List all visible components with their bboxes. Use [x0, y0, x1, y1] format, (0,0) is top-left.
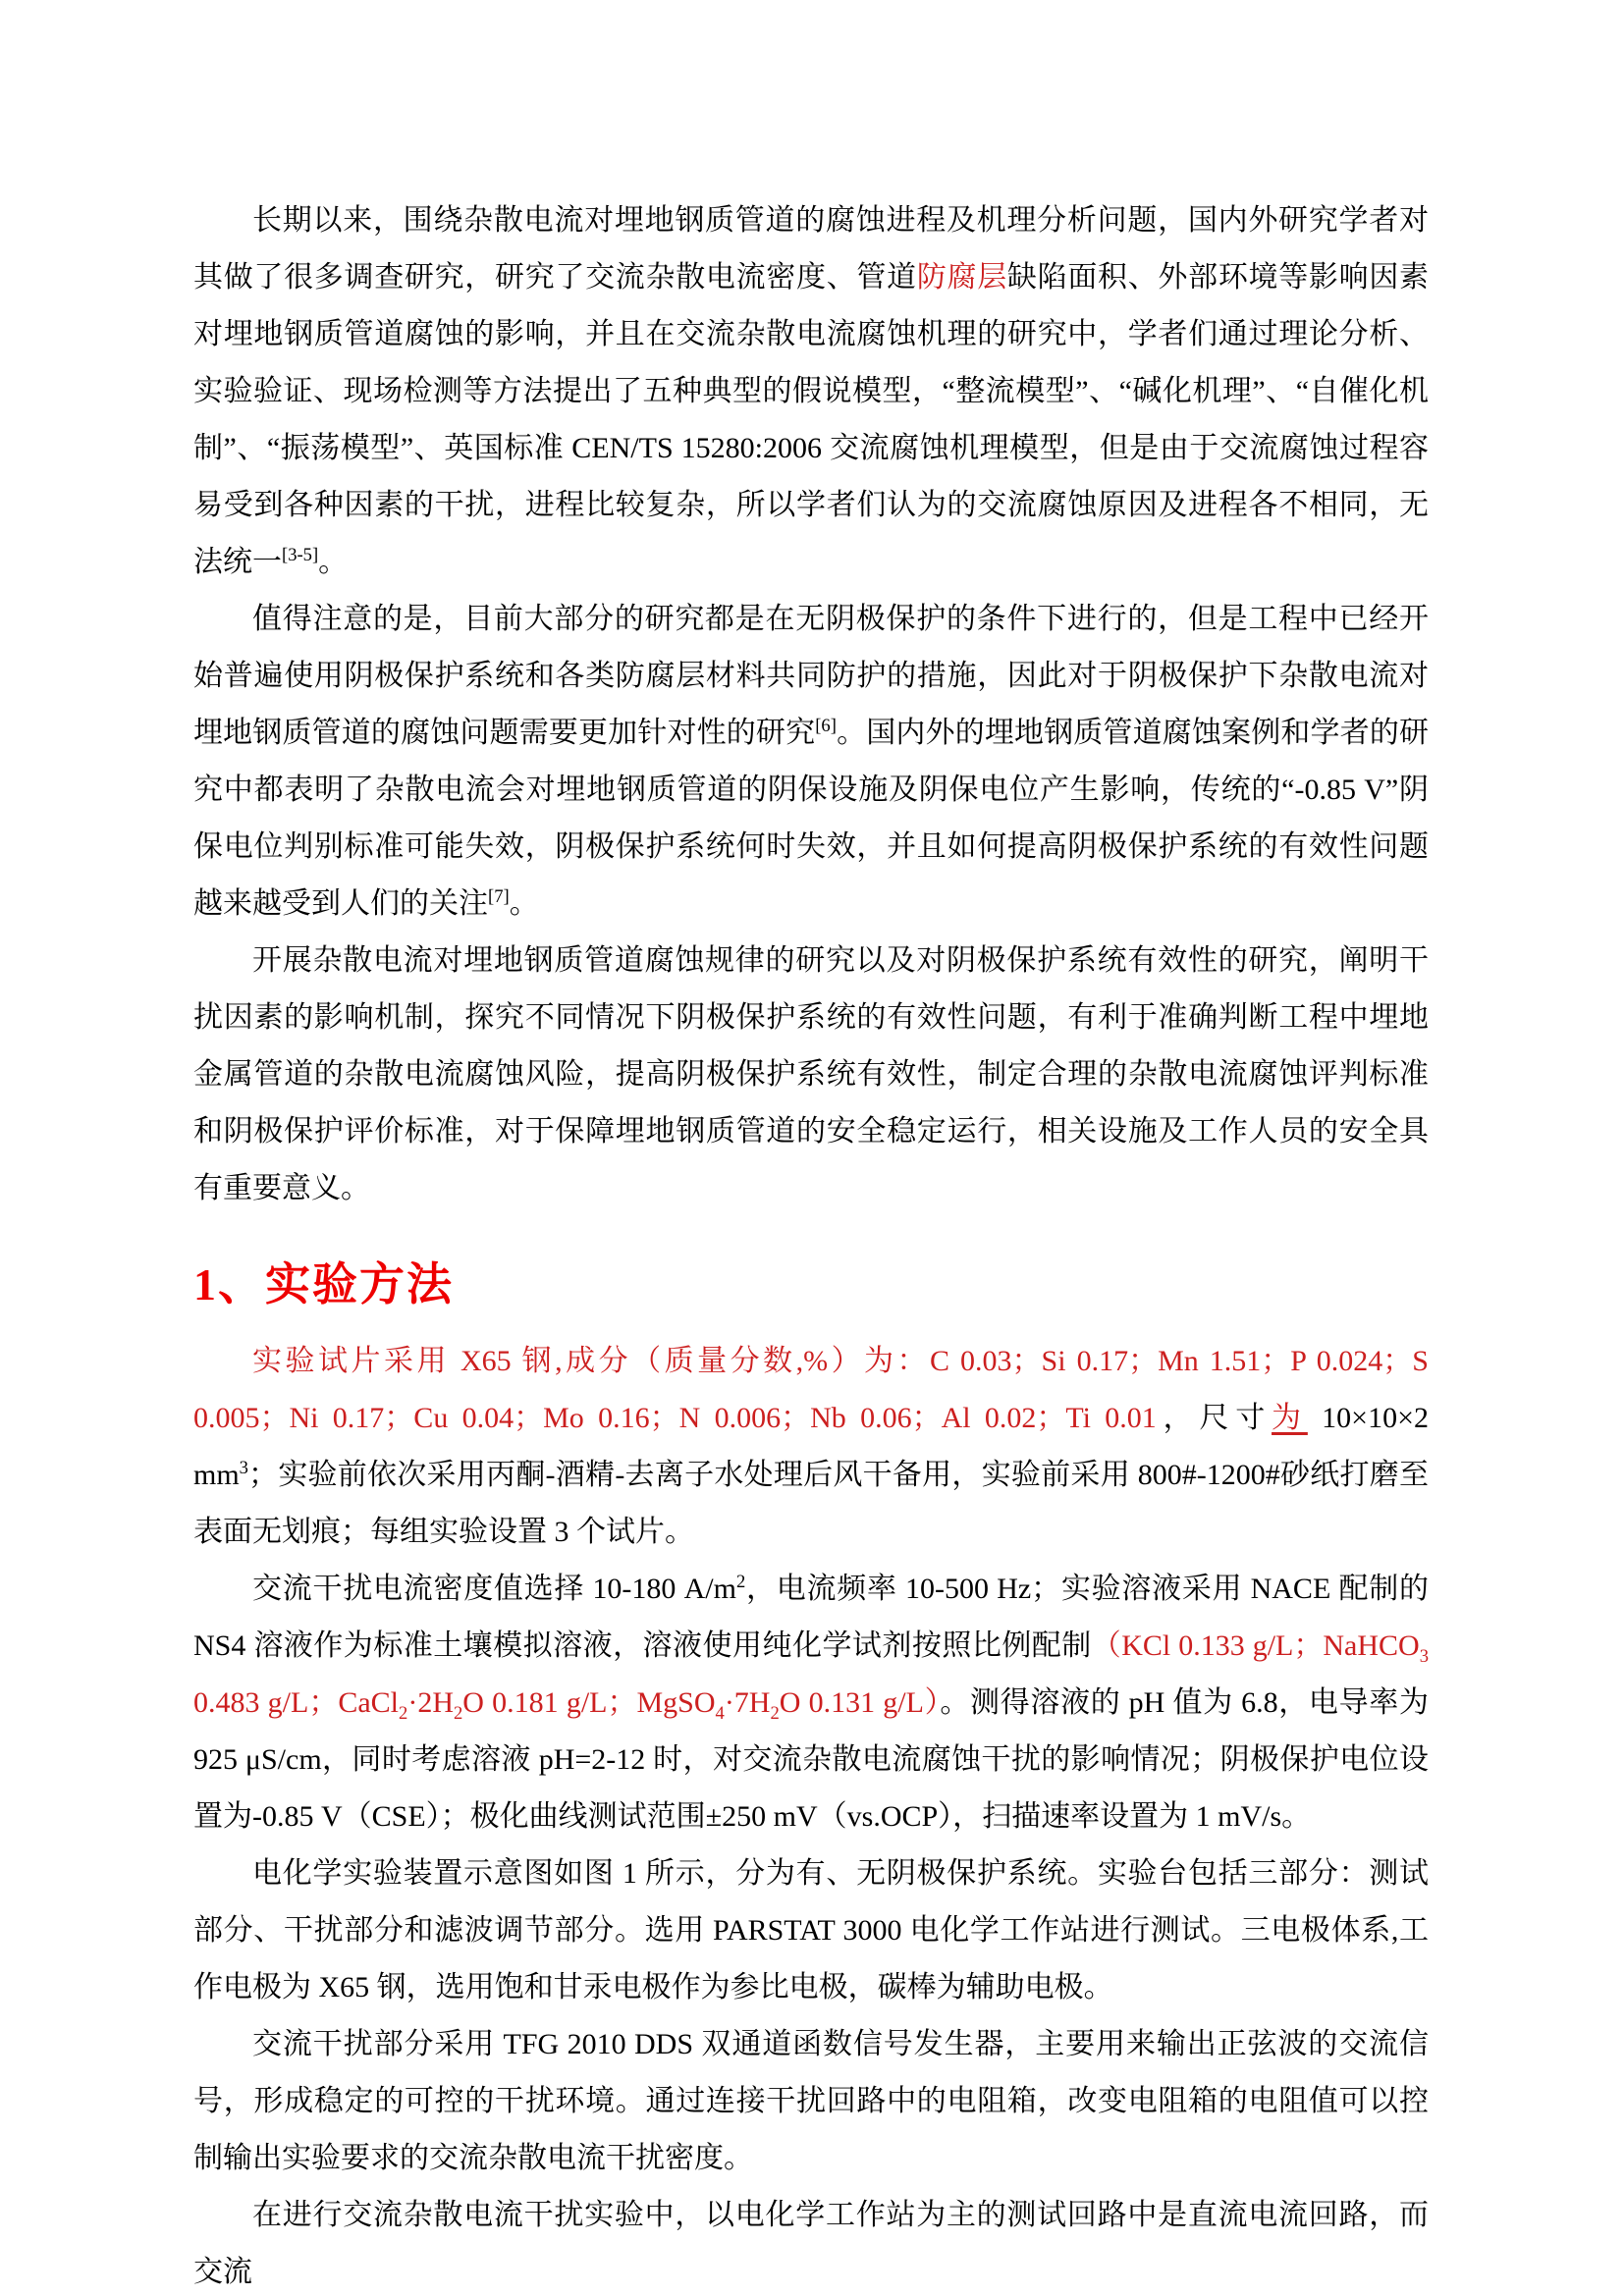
paragraph-apparatus: [193, 1845, 1429, 2016]
red-text-run: 防腐层: [916, 261, 1007, 294]
text-run: 缺陷面积、外部环境等影响因素对埋地钢质管道腐蚀的影响，并且在交流杂散电流腐蚀机理的研究中，学者们通过理论分析、实验验证、现场检测等方法提出了五种典型的假说模型，“整流模型”、“碱化机理”、“自催化机制”、“振荡模型”、英国标准 CEN/TS 15280:2006 交流腐蚀机理模型，但是由于交流腐蚀过程容易受到各种因素的干扰，进程比较复杂，所以学者们认为的交流腐蚀原因及进程各不相同，无法统一: [193, 261, 1430, 578]
red-text-run: 为: [1272, 1402, 1308, 1434]
paragraph-solution: [193, 1561, 1429, 1845]
text-run: 长期以来，围绕杂散电流对埋地钢质管道的腐蚀进程及机理分析问题，国内外研究学者对其做了很多调查研究，研究了交流杂散电流密度、管道: [193, 204, 1429, 294]
subscript-run: 2: [399, 1703, 408, 1724]
subscript-run: 3: [1419, 1646, 1429, 1667]
text-run: 交流干扰部分采用 TFG 2010 DDS 双通道函数信号发生器，主要用来输出正弦波的交流信号，形成稳定的可控的干扰环境。通过连接干扰回路中的电阻箱，改变电阻箱的电阻值可以控制输出实验要求的交流杂散电流干扰密度。: [193, 2028, 1429, 2174]
superscript-run: [3-5]: [282, 545, 319, 565]
superscript-run: 2: [735, 1572, 746, 1592]
paragraph-circuit: [193, 2187, 1429, 2296]
paragraph-signal-generator: [193, 2016, 1429, 2187]
red-text-run: ·7H: [724, 1686, 771, 1719]
text-run: 。国内外的埋地钢质管道腐蚀案例和学者的研究中都表明了杂散电流会对埋地钢质管道的阴保设施及阴保电位产生影响，传统的“-0.85 V”阴保电位判别标准可能失效，阴极保护系统何时失效，并且如何提高阴极保护系统的有效性问题越来越受到人们的关注: [193, 717, 1430, 920]
superscript-run: [7]: [488, 886, 510, 907]
section-heading-experimental-method: 1、实验方法: [193, 1259, 454, 1309]
text-run: 。: [318, 546, 349, 578]
red-text-run: O 0.131 g/L）: [779, 1686, 941, 1719]
subscript-run: 4: [715, 1703, 725, 1724]
paragraph-specimen: [193, 1333, 1429, 1561]
text-run: 。: [509, 887, 539, 920]
text-run: 电化学实验装置示意图如图 1 所示，分为有、无阴极保护系统。实验台包括三部分：测试部分、干扰部分和滤波调节部分。选用 PARSTAT 3000 电化学工作站进行测试。三电极体系,工作电极为 X65 钢，选用饱和甘汞电极作为参比电极，碳棒为辅助电极。: [193, 1857, 1429, 2003]
paragraph-intro-3: [193, 933, 1429, 1217]
subscript-run: 2: [770, 1703, 780, 1724]
text-run: 开展杂散电流对埋地钢质管道腐蚀规律的研究以及对阴极保护系统有效性的研究，阐明干扰因素的影响机制，探究不同情况下阴极保护系统的有效性问题，有利于准确判断工程中埋地金属管道的杂散电流腐蚀风险，提高阴极保护系统有效性，制定合理的杂散电流腐蚀评判标准和阴极保护评价标准，对于保障埋地钢质管道的安全稳定运行，相关设施及工作人员的安全具有重要意义。: [193, 944, 1429, 1204]
subscript-run: 2: [453, 1703, 463, 1724]
red-text-run: （KCl 0.133 g/L；NaHCO: [1091, 1629, 1420, 1662]
red-text-run: ·2H: [407, 1686, 454, 1719]
text-run: 值得注意的是，目前大部分的研究都是在无阴极保护的条件下进行的，但是工程中已经开始普遍使用阴极保护系统和各类防腐层材料共同防护的措施，因此对于阴极保护下杂散电流对埋地钢质管道的腐蚀问题需要更加针对性的研究: [193, 603, 1429, 749]
text-run: 交流干扰电流密度值选择 10-180 A/m: [252, 1573, 736, 1605]
text-run: ，尺寸: [1156, 1402, 1272, 1434]
paragraph-intro-2: [193, 591, 1429, 933]
paragraph-intro-1: [193, 192, 1429, 591]
superscript-run: 3: [239, 1458, 248, 1478]
text-run: ，电流频率 10-500 Hz；实验溶液采用 NACE 配制的 NS4 溶液作为标准土壤模拟溶液，溶液使用纯化学试剂按照比例配制: [193, 1573, 1429, 1662]
red-text-run: O 0.181 g/L；MgSO: [462, 1686, 716, 1719]
text-run: 10×10×2 mm: [193, 1402, 1430, 1491]
superscript-run: [6]: [815, 716, 837, 736]
text-run: 在进行交流杂散电流干扰实验中，以电化学工作站为主的测试回路中是直流电流回路，而交流: [193, 2199, 1429, 2288]
text-run: 。测得溶液的 pH 值为 6.8，电导率为 925 μS/cm，同时考虑溶液 pH=2-12 时，对交流杂散电流腐蚀干扰的影响情况；阴极保护电位设置为-0.85 V（CSE）；极化曲线测试范围±250 mV（vs.OCP），扫描速率设置为 1 mV/s。: [193, 1686, 1429, 1833]
red-text-run: 0.483 g/L；CaCl: [193, 1686, 400, 1719]
red-text-run: 实验试片采用 X65 钢,成分（质量分数,%）为：C 0.03；Si 0.17；Mn 1.51；P 0.024；S 0.005；Ni 0.17；Cu 0.04；Mo 0.16；N 0.006；Nb 0.06；Al 0.02；Ti 0.01: [193, 1345, 1429, 1434]
document-content: [193, 192, 1429, 2296]
text-run: ；实验前依次采用丙酮-酒精-去离子水处理后风干备用，实验前采用 800#-1200#砂纸打磨至表面无划痕；每组实验设置 3 个试片。: [193, 1459, 1429, 1548]
